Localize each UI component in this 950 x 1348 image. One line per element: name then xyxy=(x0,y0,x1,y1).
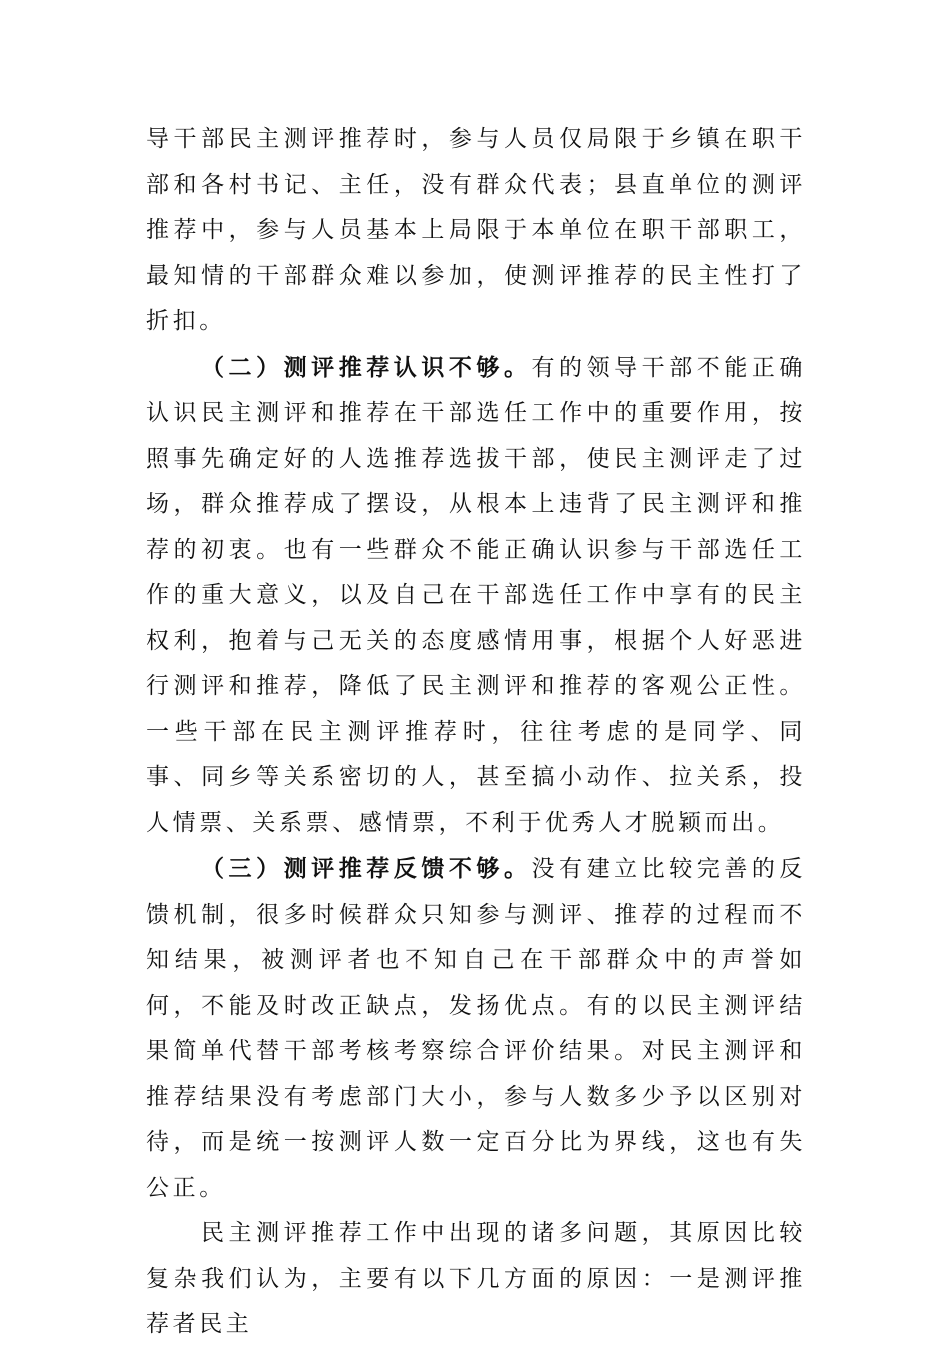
paragraph-text: 没有建立比较完善的反馈机制，很多时候群众只知参与测评、推荐的过程而不知结果，被测评者也不知自己在干部群众中的声誉如何，不能及时改正缺点，发扬优点。有的以民主测评结果简单代替干部考核考察综合评价结果。对民主测评和推荐结果没有考虑部门大小，参与人数多少予以区别对待，而是统一按测评人数一定百分比为界线，这也有失公正。 xyxy=(146,856,806,1201)
paragraph-text: 导干部民主测评推荐时，参与人员仅局限于乡镇在职干部和各村书记、主任，没有群众代表；县直单位的测评推荐中，参与人员基本上局限于本单位在职干部职工，最知情的干部群众难以参加，使测评推荐的民主性打了折扣。 xyxy=(146,126,806,334)
paragraph-section-2 xyxy=(146,345,806,847)
section-heading: （二）测评推荐认识不够。 xyxy=(201,353,532,381)
document-body xyxy=(146,117,806,1348)
paragraph-continuation xyxy=(146,117,806,345)
paragraph-causes xyxy=(146,1211,806,1348)
paragraph-text: 民主测评推荐工作中出现的诸多问题，其原因比较复杂我们认为，主要有以下几方面的原因：一是测评推荐者民主 xyxy=(146,1220,806,1337)
paragraph-section-3 xyxy=(146,846,806,1211)
section-heading: （三）测评推荐反馈不够。 xyxy=(201,855,532,882)
paragraph-text: 有的领导干部不能正确认识民主测评和推荐在干部选任工作中的重要作用，按照事先确定好的人选推荐选拔干部，使民主测评走了过场，群众推荐成了摆设，从根本上违背了民主测评和推荐的初衷。也有一些群众不能正确认识参与干部选任工作的重大意义，以及自己在干部选任工作中享有的民主权利，抱着与己无关的态度感情用事，根据个人好恶进行测评和推荐，降低了民主测评和推荐的客观公正性。一些干部在民主测评推荐时，往往考虑的是同学、同事、同乡等关系密切的人，甚至搞小动作、拉关系，投人情票、关系票、感情票，不利于优秀人才脱颖而出。 xyxy=(146,354,806,836)
